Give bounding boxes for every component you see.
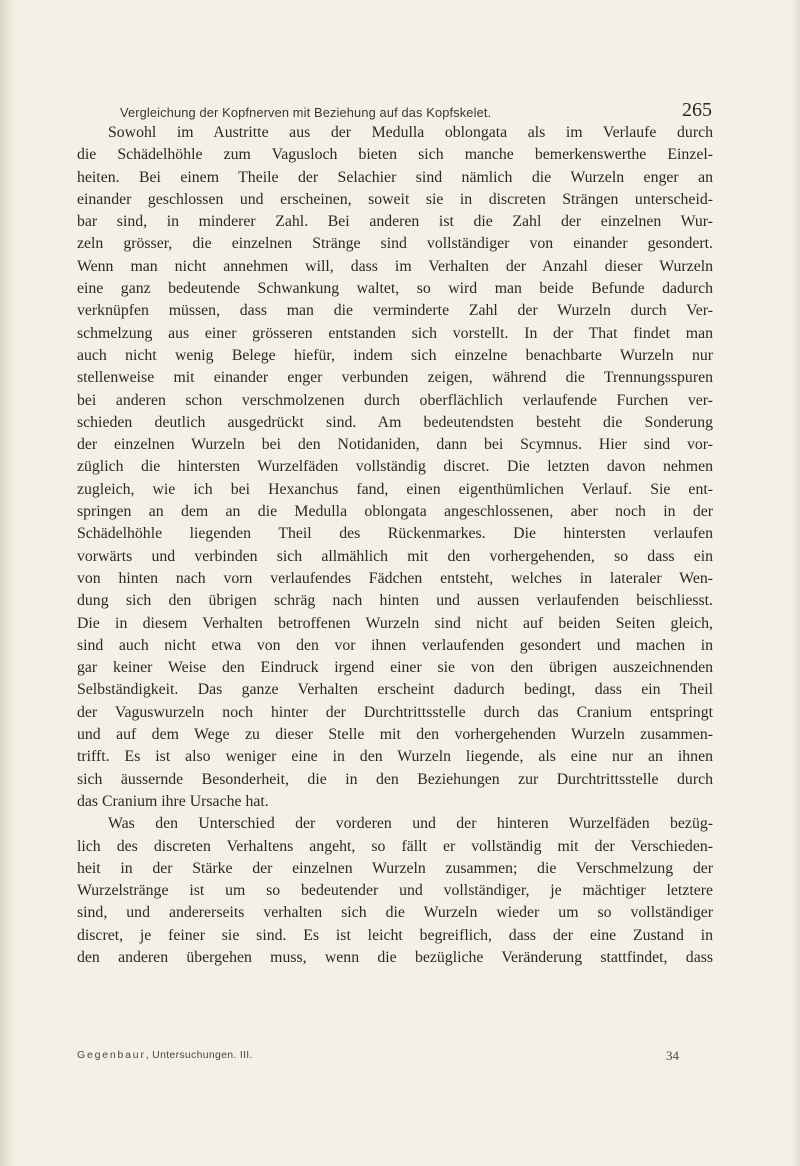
printer-signature: [77, 1049, 253, 1061]
text-line: auch nicht wenig Belege hiefür, indem sich einzelne benachbarte Wurzeln nur: [77, 346, 713, 364]
text-line: der Vaguswurzeln noch hinter der Durchtrittsstelle durch das Cranium entspringt: [77, 703, 713, 721]
text-line: züglich die hintersten Wurzelfäden vollständig discret. Die letzten davon nehmen: [77, 458, 713, 476]
page-number: 265: [682, 99, 712, 121]
text-line: bar sind, in minderer Zahl. Bei anderen ist die Zahl der einzelnen Wur-: [77, 213, 713, 231]
text-line: heiten. Bei einem Theile der Selachier sind nämlich die Wurzeln enger an: [77, 168, 713, 186]
text-line: sind auch nicht etwa von den vor ihnen verlaufenden gesondert und machen in: [77, 636, 713, 654]
text-line: von hinten nach vorn verlaufendes Fädchen entsteht, welches in lateraler Wen-: [77, 569, 713, 587]
page-edge-shadow: [790, 0, 800, 1166]
text-line: das Cranium ihre Ursache hat.: [77, 792, 269, 810]
page-binding-shadow: [0, 0, 14, 1166]
text-line: bei anderen schon verschmolzenen durch oberflächlich verlaufende Furchen ver-: [77, 391, 713, 409]
text-line: verknüpfen müssen, dass man die verminderte Zahl der Wurzeln durch Ver-: [77, 302, 713, 320]
text-line: gar keiner Weise den Eindruck irgend einer sie von den übrigen auszeichnenden: [77, 659, 713, 677]
text-line: die Schädelhöhle zum Vagusloch bieten sich manche bemerkenswerthe Einzel-: [77, 146, 713, 164]
paragraph: [77, 122, 713, 813]
text-line: zeln grösser, die einzelnen Stränge sind vollständiger von einander gesondert.: [77, 235, 713, 253]
paragraph: [77, 813, 713, 969]
text-line: dung sich den übrigen schräg nach hinten und aussen verlaufenden beischliesst.: [77, 592, 713, 610]
page-footer: [77, 1049, 713, 1067]
text-line: schieden deutlich ausgedrückt sind. Am bedeutendsten besteht die Sonderung: [77, 413, 713, 431]
text-line: und auf dem Wege zu dieser Stelle mit den vorhergehenden Wurzeln zusammen-: [77, 726, 713, 744]
signature-author: Gegenbaur: [77, 1049, 146, 1061]
signature-series: , Untersuchungen. III.: [145, 1049, 253, 1061]
running-head: Vergleichung der Kopfnerven mit Beziehung auf das Kopfskelet.: [120, 105, 492, 120]
text-line: Selbständigkeit. Das ganze Verhalten erscheint dadurch bedingt, dass ein Theil: [77, 681, 713, 699]
text-line: Die in diesem Verhalten betroffenen Wurzeln sind nicht auf beiden Seiten gleich,: [77, 614, 713, 632]
text-line: Schädelhöhle liegenden Theil des Rückenmarkes. Die hintersten verlaufen: [77, 525, 713, 543]
text-line: heit in der Stärke der einzelnen Wurzeln zusammen; die Verschmelzung der: [77, 859, 713, 877]
text-line: zugleich, wie ich bei Hexanchus fand, einen eigenthümlichen Verlauf. Sie ent-: [77, 480, 713, 498]
text-line: eine ganz bedeutende Schwankung waltet, so wird man beide Befunde dadurch: [77, 280, 713, 298]
sheet-number: 34: [666, 1048, 679, 1063]
text-line: lich des discreten Verhaltens angeht, so fällt er vollständig mit der Verschieden-: [77, 837, 713, 855]
text-line: springen an dem an die Medulla oblongata angeschlossenen, aber noch in der: [77, 503, 713, 521]
text-line: sind, und andererseits verhalten sich die Wurzeln wieder um so vollständiger: [77, 904, 713, 922]
body-text: [77, 122, 713, 969]
text-line: stellenweise mit einander enger verbunden zeigen, während die Trennungsspuren: [77, 369, 713, 387]
text-line: Was den Unterschied der vorderen und der hinteren Wurzelfäden bezüg-: [108, 815, 713, 833]
text-line: den anderen übergehen muss, wenn die bezügliche Veränderung stattfindet, dass: [77, 948, 713, 966]
text-line: der einzelnen Wurzeln bei den Notidaniden, dann bei Scymnus. Hier sind vor-: [77, 436, 713, 454]
text-line: einander geschlossen und erscheinen, soweit sie in discreten Strängen unterscheid-: [77, 190, 713, 208]
text-line: Wenn man nicht annehmen will, dass im Verhalten der Anzahl dieser Wurzeln: [77, 257, 713, 275]
text-line: sich äussernde Besonderheit, die in den Beziehungen zur Durchtrittsstelle durch: [77, 770, 713, 788]
text-line: Wurzelstränge ist um so bedeutender und vollständiger, je mächtiger letztere: [77, 882, 713, 900]
text-line: discret, je feiner sie sind. Es ist leicht begreiflich, dass der eine Zustand in: [77, 926, 713, 944]
text-line: vorwärts und verbinden sich allmählich mit den vorhergehenden, so dass ein: [77, 547, 713, 565]
text-line: trifft. Es ist also weniger eine in den Wurzeln liegende, als eine nur an ihnen: [77, 748, 713, 766]
text-line: Sowohl im Austritte aus der Medulla oblongata als im Verlaufe durch: [108, 124, 713, 141]
text-line: schmelzung aus einer grösseren entstanden sich vorstellt. In der That findet man: [77, 324, 713, 342]
